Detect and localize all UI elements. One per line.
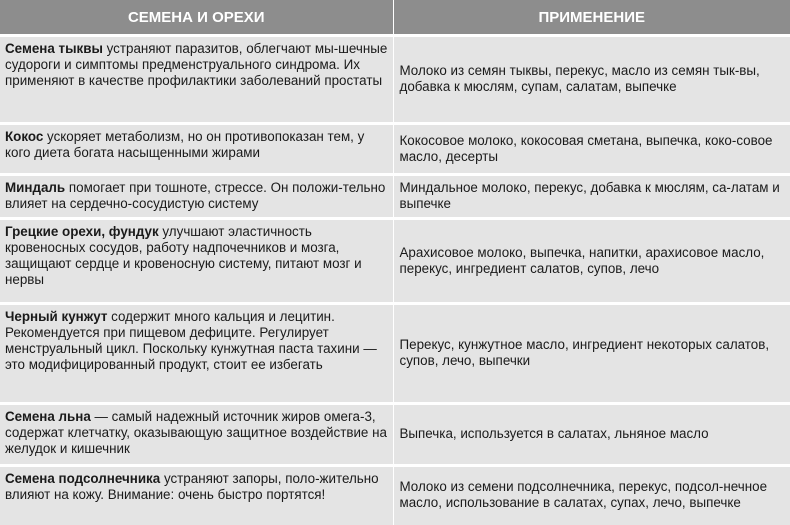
item-description: содержит много кальция и лецитин. Рекомендуется при пищевом дефиците. Регулирует менструальный цикл. Поскольку кунжутная паста тахини — это модифицированный продукт, стоит ее избегать [5,309,377,372]
description-cell [0,175,393,219]
item-description: устраняют паразитов, облегчают мы-шечные судороги и симптомы предменструального синдрома. Их применяют в качестве профилактики заболеваний простаты [5,41,388,88]
description-cell [0,219,393,304]
usage-cell: Кокосовое молоко, кокосовая сметана, выпечка, коко-совое масло, десерты [393,124,790,175]
item-name: Кокос [5,129,44,144]
item-name: Семена подсолнечника [5,471,161,486]
table-row [0,175,790,219]
item-description: улучшают эластичность кровеносных сосудов, работу надпочечников и мозга, защищают сердце и кровеносную систему, питают мозг и нервы [5,224,362,287]
item-description: — самый надежный источник жиров омега-3, содержат клетчатку, оказывающую защитное воздействие на желудок и кишечник [5,409,387,456]
item-name: Миндаль [5,180,66,195]
usage-cell: Молоко из семени подсолнечника, перекус, подсол-нечное масло, использование в салатах, супах, лечо, выпечке [393,466,790,525]
usage-cell: Миндальное молоко, перекус, добавка к мюслям, са-латам и выпечке [393,175,790,219]
item-description: ускоряет метаболизм, но он противопоказан тем, у кого диета богата насыщенными жирами [5,129,365,160]
description-cell [0,466,393,525]
usage-cell: Перекус, кунжутное масло, ингредиент некоторых салатов, супов, лечо, выпечки [393,304,790,404]
description-cell [0,404,393,466]
table-row [0,304,790,404]
table-row [0,124,790,175]
header-usage: ПРИМЕНЕНИЕ [393,0,790,36]
item-name: Семена тыквы [5,41,103,56]
description-cell [0,304,393,404]
usage-cell: Выпечка, используется в салатах, льняное масло [393,404,790,466]
item-name: Грецкие орехи, фундук [5,224,159,239]
table-row [0,466,790,525]
usage-cell: Арахисовое молоко, выпечка, напитки, арахисовое масло, перекус, ингредиент салатов, супов, лечо [393,219,790,304]
table-row [0,36,790,124]
header-row [0,0,790,36]
description-cell [0,36,393,124]
description-cell [0,124,393,175]
header-seeds-nuts: СЕМЕНА И ОРЕХИ [0,0,393,36]
item-name: Семена льна [5,409,91,424]
item-description: устраняют запоры, поло-жительно влияют на кожу. Внимание: очень быстро портятся! [5,471,379,502]
item-description: помогает при тошноте, стрессе. Он положи-тельно влияет на сердечно-сосудистую систему [5,180,386,211]
usage-cell: Молоко из семян тыквы, перекус, масло из семян тык-вы, добавка к мюслям, супам, салатам, выпечке [393,36,790,124]
item-name: Черный кунжут [5,309,108,324]
table-row [0,404,790,466]
table-row [0,219,790,304]
